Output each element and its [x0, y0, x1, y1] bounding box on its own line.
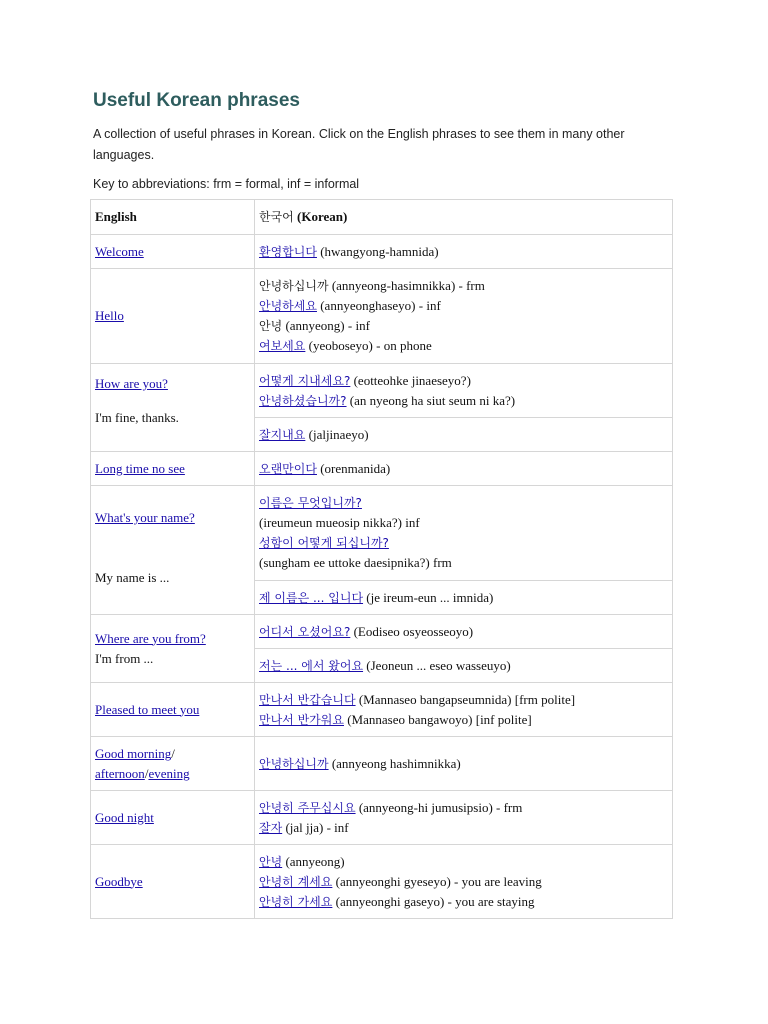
korean-link[interactable]: 안녕하십니까 — [259, 756, 329, 771]
transliteration: (Eodiseo osyeosseoyo) — [350, 623, 474, 639]
phrase-text-im-from: I'm from ... — [95, 650, 154, 666]
transliteration: (annyeonghaseyo) - inf — [316, 298, 441, 313]
transliteration: (orenmanida) — [316, 460, 391, 476]
transliteration: (annyeong-hasimnikka) - frm — [328, 278, 485, 293]
korean-link[interactable]: 이름은 무엇입니까? — [259, 496, 362, 510]
korean-link[interactable]: 어떻게 지내세요? — [259, 373, 351, 388]
korean-link[interactable]: 만나서 반가워요 — [259, 712, 344, 727]
phrase-link-good-morning[interactable]: Good morning — [95, 745, 172, 761]
korean-link[interactable]: 잘지내요 — [259, 427, 306, 442]
korean-link[interactable]: 안녕히 계세요 — [259, 874, 333, 889]
korean-link[interactable]: 오랜만이다 — [259, 461, 317, 476]
phrases-table — [90, 199, 673, 919]
table-row — [91, 269, 673, 364]
transliteration: (jal jja) - inf — [282, 819, 349, 835]
korean-text: 안녕하십니까 — [259, 279, 329, 293]
korean-link[interactable]: 성함이 어떻게 되십니까? — [259, 536, 389, 550]
phrase-link-pleased[interactable]: Pleased to meet you — [95, 701, 200, 717]
transliteration: (annyeong) - inf — [282, 318, 370, 333]
phrase-link-where-from[interactable]: Where are you from? — [95, 630, 206, 646]
transliteration: (ireumeun mueosip nikka?) inf — [259, 515, 420, 530]
phrase-link-hello[interactable]: Hello — [95, 308, 124, 323]
transliteration: (Jeoneun ... eseo wasseuyo) — [363, 657, 511, 673]
korean-link[interactable]: 어디서 오셨어요? — [259, 624, 351, 639]
korean-link[interactable]: 제 이름은 ... 입니다 — [259, 590, 364, 605]
header-english: English — [91, 200, 255, 235]
separator: / — [171, 745, 175, 761]
transliteration: (yeoboseyo) - on phone — [305, 338, 432, 353]
header-korean — [255, 200, 673, 235]
korean-link[interactable]: 안녕히 가세요 — [259, 894, 333, 909]
phrase-text-my-name: My name is ... — [95, 570, 170, 585]
transliteration: (Mannaseo bangawoyo) [inf polite] — [343, 711, 532, 727]
korean-text: 안녕 — [259, 319, 283, 333]
korean-link[interactable]: 환영합니다 — [259, 244, 317, 259]
separator: / — [144, 765, 149, 781]
header-korean-label: (Korean) — [297, 209, 348, 224]
header-korean-script: 한국어 — [259, 210, 294, 224]
document-page — [93, 88, 673, 909]
korean-link[interactable]: 잘자 — [259, 820, 283, 835]
phrase-link-goodbye[interactable]: Goodbye — [95, 873, 143, 889]
table-row — [91, 683, 673, 737]
table-row — [91, 845, 673, 919]
phrase-text-fine: I'm fine, thanks. — [95, 410, 179, 425]
transliteration: (annyeonghi gyeseyo) - you are leaving — [332, 873, 542, 889]
korean-link[interactable]: 만나서 반갑습니다 — [259, 692, 356, 707]
page-title: Useful Korean phrases — [93, 90, 300, 111]
table-header-row — [91, 200, 673, 235]
phrase-link-how-are-you[interactable]: How are you? — [95, 376, 168, 391]
phrase-link-afternoon[interactable]: afternoon — [95, 765, 145, 781]
transliteration: (je ireum-eun ... imnida) — [363, 589, 494, 605]
table-row — [91, 364, 673, 418]
table-row — [91, 791, 673, 845]
phrase-link-welcome[interactable]: Welcome — [95, 243, 144, 259]
transliteration: (sungham ee uttoke daesipnika?) frm — [259, 555, 452, 570]
table-row — [91, 486, 673, 581]
korean-link[interactable]: 저는 ... 에서 왔어요 — [259, 658, 364, 673]
korean-link[interactable]: 안녕하셨습니까? — [259, 393, 347, 408]
phrase-link-evening[interactable]: evening — [148, 765, 190, 781]
table-row — [91, 452, 673, 486]
transliteration: (Mannaseo bangapseumnida) [frm polite] — [355, 691, 576, 707]
intro-paragraph: A collection of useful phrases in Korean. Click on the English phrases to see them in many other languages. — [93, 127, 625, 162]
transliteration: (annyeong) — [282, 853, 345, 869]
transliteration: (annyeong-hi jumusipsio) - frm — [355, 799, 523, 815]
transliteration: (hwangyong-hamnida) — [316, 243, 439, 259]
phrase-link-good-night[interactable]: Good night — [95, 809, 154, 825]
abbreviation-key: Key to abbreviations: frm = formal, inf = informal — [93, 177, 360, 191]
korean-link[interactable]: 안녕하세요 — [259, 299, 317, 313]
korean-link[interactable]: 안녕히 주무십시요 — [259, 800, 356, 815]
phrase-link-long-time[interactable]: Long time no see — [95, 460, 185, 476]
phrase-link-whats-your-name[interactable]: What's your name? — [95, 510, 195, 525]
transliteration: (eotteohke jinaeseyo?) — [350, 372, 471, 388]
korean-link[interactable]: 여보세요 — [259, 339, 306, 353]
table-row — [91, 235, 673, 269]
table-row — [91, 615, 673, 649]
table-row — [91, 737, 673, 791]
transliteration: (an nyeong ha siut seum ni ka?) — [346, 392, 516, 408]
transliteration: (annyeonghi gaseyo) - you are staying — [332, 893, 535, 909]
transliteration: (jaljinaeyo) — [305, 426, 369, 442]
transliteration: (annyeong hashimnikka) — [328, 755, 461, 771]
korean-link[interactable]: 안녕 — [259, 854, 283, 869]
